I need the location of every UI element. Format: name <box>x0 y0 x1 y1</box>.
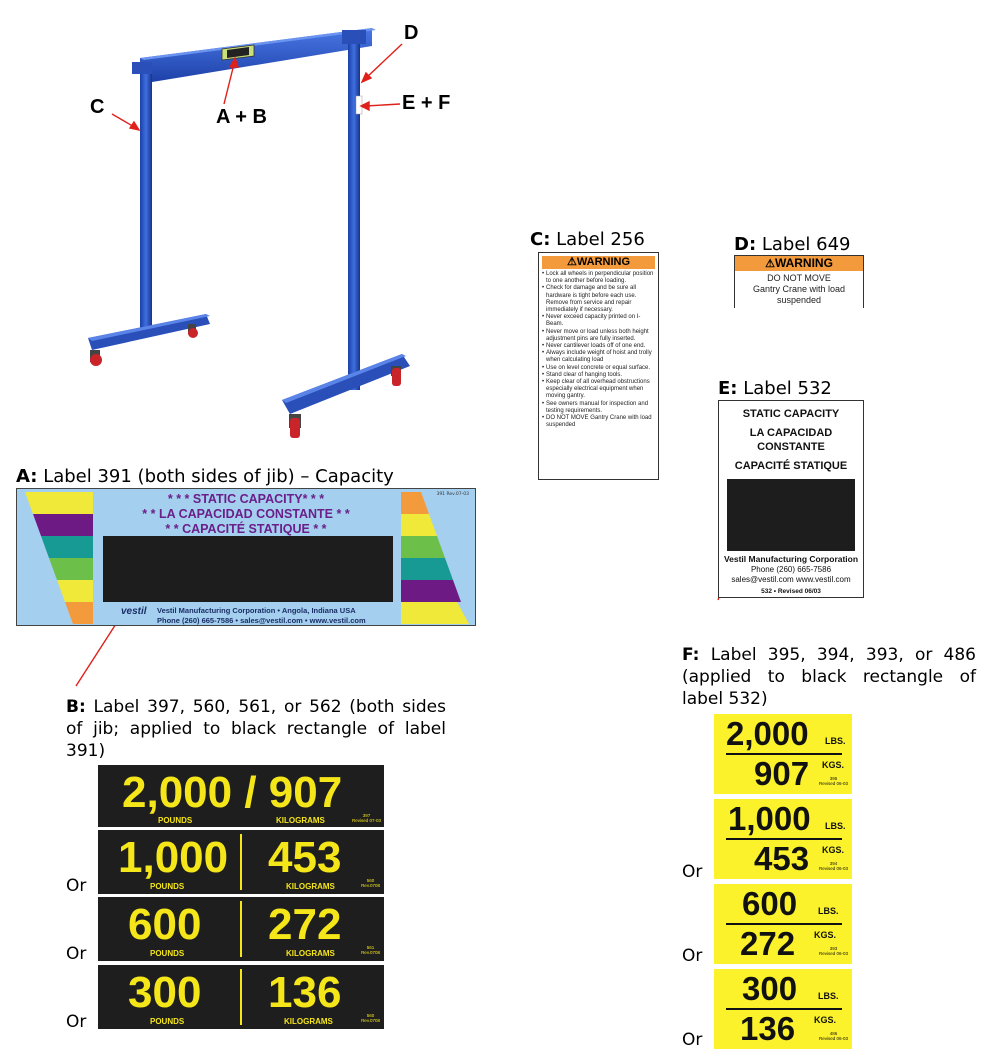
label-c-title: C: Label 256 <box>530 229 645 250</box>
warning-item: • Lock all wheels in perpendicular position to one another before loading. <box>542 271 656 285</box>
label-d-text: DO NOT MOVE Gantry Crane with load suspended <box>752 273 846 305</box>
label-a-line3: * * CAPACITÉ STATIQUE * * <box>165 522 327 536</box>
label-f-486 <box>714 969 852 1049</box>
label-b-562-code: 560 Rev.0708 <box>361 1013 380 1023</box>
or-b-1: Or <box>66 876 87 896</box>
label-f-393-kgs: 272 <box>740 925 796 962</box>
color-stripe <box>401 602 469 624</box>
color-stripe <box>65 602 93 624</box>
label-e-black-rectangle <box>727 479 855 551</box>
label-b-397-value: 2,000 / 907 <box>122 768 343 817</box>
label-b-561-kilograms: KILOGRAMS <box>286 949 335 958</box>
label-b-560-kg-value: 453 <box>268 833 342 882</box>
color-stripe <box>401 536 445 558</box>
label-b-561-code: 561 Rev.0708 <box>361 945 380 955</box>
label-b-560 <box>98 830 384 894</box>
label-b-397-kilograms: KILOGRAMS <box>276 816 325 825</box>
color-stripe <box>49 558 93 580</box>
label-e-revision: 532 • Revised 06/03 <box>761 588 821 595</box>
label-f-393-code: 393 Revised 06-03 <box>818 946 848 956</box>
or-f-3: Or <box>682 1030 703 1050</box>
label-f-486-kgs: 136 <box>740 1010 796 1047</box>
label-b-description: B: Label 397, 560, 561, or 562 (both sides of jib; applied to black rectangle of label 391) <box>66 697 446 761</box>
label-d-card <box>734 255 864 308</box>
label-b-562-kilograms: KILOGRAMS <box>284 1017 333 1026</box>
label-f-393-kgs-unit: KGS. <box>814 930 837 940</box>
label-f-394-lbs-unit: LBS. <box>825 821 846 831</box>
or-f-2: Or <box>682 946 703 966</box>
label-f-395 <box>714 714 852 794</box>
or-b-3: Or <box>66 1012 87 1032</box>
label-f-395-lbs: 2,000 <box>726 715 809 752</box>
warning-header: ⚠WARNING <box>735 256 863 271</box>
callout-ef: E + F <box>402 92 451 114</box>
label-a-card <box>16 488 476 626</box>
label-b-560-pounds: POUNDS <box>150 882 185 891</box>
or-b-2: Or <box>66 944 87 964</box>
label-b-397-code: 397 Revised 07-03 <box>351 813 381 823</box>
i-beam <box>140 28 376 84</box>
label-f-394-kgs-unit: KGS. <box>822 845 845 855</box>
left-post <box>132 62 152 334</box>
warning-item: • Check for damage and be sure all hardware is tight before each use. Remove from service and repair immediately if necessary. <box>542 285 656 314</box>
warning-item: • Always include weight of hoist and trolly when calculating load <box>542 350 656 364</box>
label-e-phone: Phone (260) 665-7586 <box>750 565 832 574</box>
label-b-560-pounds-value: 1,000 <box>118 833 229 882</box>
label-b-561-kg-value: 272 <box>268 900 342 949</box>
label-f-486-kgs-unit: KGS. <box>814 1015 837 1025</box>
color-stripe <box>401 580 461 602</box>
label-d-title: D: Label 649 <box>734 234 851 255</box>
warning-item: • DO NOT MOVE Gantry Crane with load suspended <box>542 415 656 429</box>
warning-triangle-icon: ⚠ <box>566 256 577 268</box>
label-e-manufacturer: Vestil Manufacturing Corporation <box>723 554 859 564</box>
label-e-heading1: STATIC CAPACITY <box>742 408 840 420</box>
warning-item: • Use on level concrete or equal surface. <box>542 365 656 372</box>
label-b-562-pounds: POUNDS <box>150 1017 185 1026</box>
label-b-562-kg-value: 136 <box>268 968 342 1017</box>
warning-item: • Never move or load unless both height adjustment pins are fully inserted. <box>542 329 656 343</box>
label-e-heading3: CONSTANTE <box>757 441 825 453</box>
label-b-561-pounds: POUNDS <box>150 949 185 958</box>
right-base <box>282 354 410 438</box>
label-b-divider <box>240 969 242 1025</box>
label-a-black-rectangle <box>103 536 393 602</box>
label-f-description: F: Label 395, 394, 393, or 486 (applied to black rectangle of label 532) <box>682 645 976 709</box>
label-a-manufacturer: Vestil Manufacturing Corporation • Angola, Indiana USA <box>157 606 356 615</box>
label-f-486-lbs: 300 <box>742 970 798 1007</box>
label-f-394-lbs: 1,000 <box>728 800 811 837</box>
callout-c: C <box>90 96 105 118</box>
label-f-395-lbs-unit: LBS. <box>825 736 846 746</box>
label-a-title: A: Label 391 (both sides of jib) – Capacity <box>16 466 394 487</box>
label-f-486-code: 486 Revised 06-03 <box>818 1031 848 1041</box>
label-b-divider <box>240 834 242 890</box>
label-b-397-pounds: POUNDS <box>158 816 193 825</box>
vestil-logo: vestil <box>121 606 147 617</box>
color-stripe <box>57 580 93 602</box>
warning-item: • Keep clear of all overhead obstructions especially electrical equipment when moving gantry. <box>542 379 656 401</box>
warning-item: • See owners manual for inspection and testing requirements. <box>542 401 656 415</box>
label-a-line1: * * * STATIC CAPACITY* * * <box>167 492 325 506</box>
right-post <box>342 30 366 390</box>
label-c-card <box>538 252 659 480</box>
warning-triangle-icon: ⚠ <box>765 258 775 270</box>
label-a-code: 391 Rev.07-03 <box>436 492 469 497</box>
or-f-1: Or <box>682 862 703 882</box>
label-f-393-lbs-unit: LBS. <box>818 906 839 916</box>
callout-ab: A + B <box>216 106 267 128</box>
label-f-486-lbs-unit: LBS. <box>818 991 839 1001</box>
warning-item: • Stand clear of hanging tools. <box>542 372 656 379</box>
label-f-393-lbs: 600 <box>742 885 798 922</box>
label-e-contact: sales@vestil.com www.vestil.com <box>731 575 851 584</box>
label-a-contact: Phone (260) 665-7586 • sales@vestil.com • www.vestil.com <box>157 616 366 625</box>
label-b-560-code: 560 Rev.0708 <box>361 878 380 888</box>
color-stripe <box>401 558 453 580</box>
warning-item: • Never exceed capacity printed on I-Beam. <box>542 314 656 328</box>
label-b-562 <box>98 965 384 1029</box>
warning-header: ⚠WARNING <box>542 256 655 269</box>
label-f-394-kgs: 453 <box>754 840 810 877</box>
label-a-line2: * * LA CAPACIDAD CONSTANTE * * <box>142 507 350 521</box>
callout-d: D <box>404 22 419 44</box>
label-b-561 <box>98 897 384 961</box>
label-f-395-kgs: 907 <box>754 755 810 792</box>
label-f-394-code: 394 Revised 06-03 <box>818 861 848 871</box>
label-b-561-pounds-value: 600 <box>128 900 202 949</box>
label-e-heading4: CAPACITÉ STATIQUE <box>734 460 848 472</box>
label-c-instructions <box>542 271 656 429</box>
label-f-395-code: 395 Revised 06-03 <box>818 776 848 786</box>
warning-item: • Never cantilever loads off of one end. <box>542 343 656 350</box>
label-b-562-pounds-value: 300 <box>128 968 202 1017</box>
label-b-397 <box>98 765 384 827</box>
label-b-560-kilograms: KILOGRAMS <box>286 882 335 891</box>
label-b-divider <box>240 901 242 957</box>
label-f-395-kgs-unit: KGS. <box>822 760 845 770</box>
label-e-heading2: LA CAPACIDAD <box>749 427 833 439</box>
label-f-393 <box>714 884 852 964</box>
label-e-card <box>718 400 864 598</box>
label-f-394 <box>714 799 852 879</box>
color-stripe <box>41 536 93 558</box>
label-e-title: E: Label 532 <box>718 378 832 399</box>
